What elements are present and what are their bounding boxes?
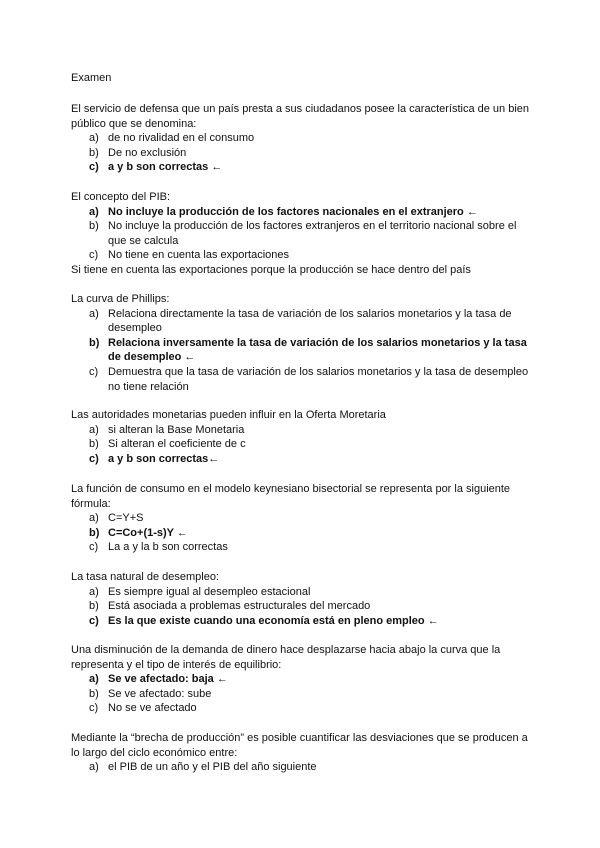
option: a) de no rivalidad en el consumo — [89, 132, 255, 145]
question-1 — [71, 102, 531, 175]
option-correct: b) Relaciona inversamente la tasa de variación de los salarios monetarios y la tasa de desempleo ← — [89, 336, 527, 364]
option: c) No tiene en cuenta las exportaciones — [89, 249, 290, 262]
option: b) No incluye la producción de los factores extranjeros en el territorio nacional sobre el que se calcula — [89, 220, 517, 247]
question-stem: La tasa natural de desempleo: — [71, 571, 219, 583]
question-stem: La función de consumo en el modelo keynesiano bisectorial se representa por la siguiente fórmula: — [71, 483, 511, 510]
option-correct: c) a y b son correctas ← — [89, 161, 223, 174]
option: a) el PIB de un año y el PIB del año siguiente — [89, 761, 317, 774]
question-3 — [71, 292, 531, 394]
question-stem: El concepto del PIB: — [71, 191, 171, 203]
option-correct: c) a y b son correctas← — [89, 452, 220, 465]
question-stem: Mediante la “brecha de producción” es posible cuantificar las desviaciones que se producen a lo largo del ciclo económico entre: — [71, 732, 528, 759]
question-stem: Una disminución de la demanda de dinero hace desplazarse hacia abajo la curva que la representa y el tipo de interés de equilibrio: — [71, 644, 501, 671]
question-stem: Las autoridades monetarias pueden influir en la Oferta Moretaria — [71, 409, 386, 421]
question-stem: El servicio de defensa que un país presta a sus ciudadanos posee la característica de un bien público que se denomina: — [71, 103, 530, 130]
question-2 — [71, 190, 531, 278]
option-correct: c) Es la que existe cuando una economía está en pleno empleo ← — [89, 614, 439, 627]
answer-note: Si tiene en cuenta las exportaciones porque la producción se hace dentro del país — [71, 263, 471, 276]
question-4 — [71, 408, 531, 466]
option: a) Es siempre igual al desempleo estacional — [89, 585, 311, 598]
question-6 — [71, 570, 531, 628]
option: a) Relaciona directamente la tasa de variación de los salarios monetarios y la tasa de desempleo — [89, 307, 512, 335]
option-correct: b) C=Co+(1-s)Y ← — [89, 526, 188, 539]
option: b) Está asociada a problemas estructurales del mercado — [89, 600, 371, 613]
option-correct: a) Se ve afectado: baja ← — [89, 673, 228, 686]
question-stem: La curva de Phillips: — [71, 293, 170, 305]
option: c) No se ve afectado — [89, 702, 197, 715]
question-8 — [71, 731, 531, 775]
question-7 — [71, 643, 531, 716]
option: a) C=Y+S — [89, 512, 144, 525]
option: c) La a y la b son correctas — [89, 541, 228, 554]
option: c) Demuestra que la tasa de variación de los salarios monetarios y la tasa de desempleo no tiene relación — [89, 365, 529, 393]
option: a) si alteran la Base Monetaria — [89, 423, 245, 436]
document-title: Examen — [71, 72, 112, 84]
option: b) Si alteran el coeficiente de c — [89, 438, 246, 451]
option: b) De no exclusión — [89, 146, 187, 159]
option: b) Se ve afectado: sube — [89, 687, 212, 700]
option-correct: a) No incluye la producción de los factores nacionales en el extranjero ← — [89, 205, 478, 218]
question-5 — [71, 482, 531, 555]
